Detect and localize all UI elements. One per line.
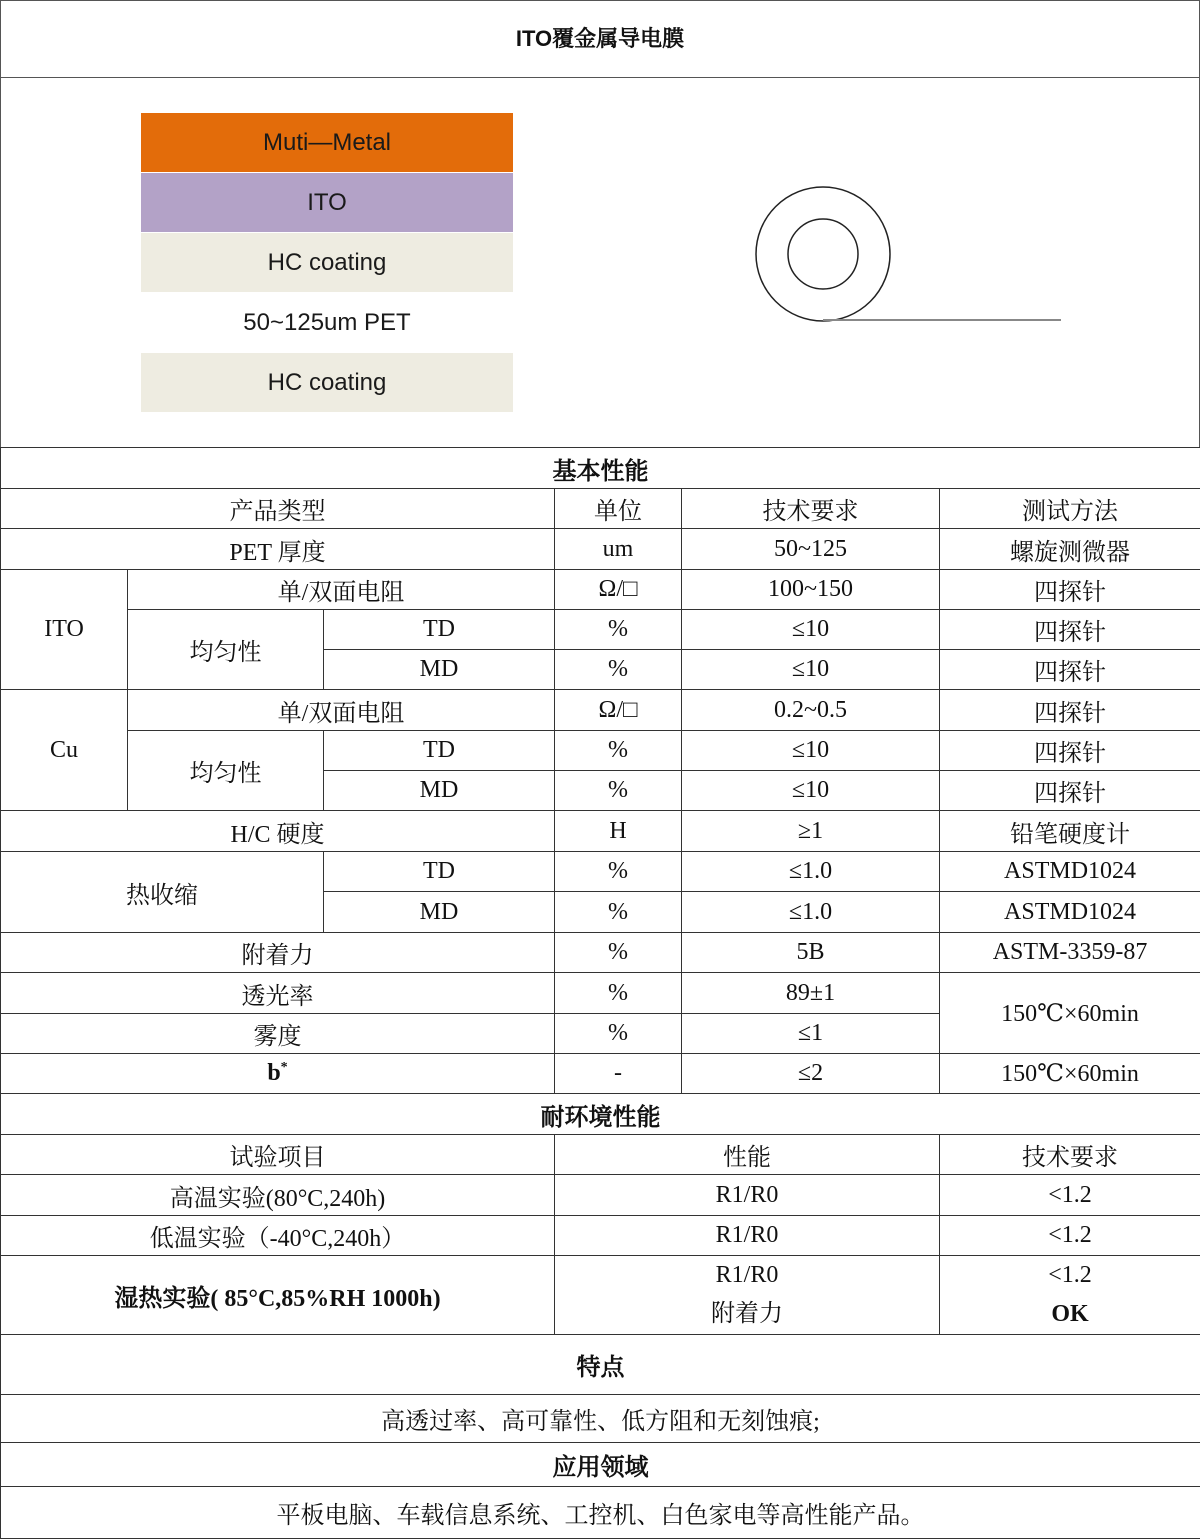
item-name: 均匀性 — [128, 610, 324, 690]
environment-heading: 耐环境性能 — [1, 1094, 1200, 1135]
method-cell: ASTMD1024 — [940, 852, 1200, 892]
layer-hc-coating-top: HC coating — [141, 233, 513, 292]
requirement-cell: ≤1.0 — [682, 852, 940, 892]
item-name: PET 厚度 — [1, 529, 555, 570]
table-row — [1, 690, 1200, 731]
applications-heading: 应用领域 — [1, 1443, 1200, 1487]
requirement-cell: <1.2 — [940, 1175, 1200, 1216]
column-header: 技术要求 — [940, 1135, 1200, 1175]
features-text: 高透过率、高可靠性、低方阻和无刻蚀痕; — [1, 1395, 1200, 1443]
method-cell: 四探针 — [940, 650, 1200, 690]
features-heading: 特点 — [1, 1335, 1200, 1395]
table-row — [1, 1175, 1200, 1216]
unit-cell: H — [555, 811, 682, 852]
method-cell: 150℃×60min — [940, 1054, 1200, 1094]
direction-cell: MD — [324, 892, 555, 933]
requirement-cell — [940, 1256, 1200, 1335]
unit-cell: % — [555, 892, 682, 933]
item-name: H/C 硬度 — [1, 811, 555, 852]
item-name: 单/双面电阻 — [128, 690, 555, 731]
bstar-label: b — [267, 1060, 281, 1086]
performance-cell: R1/R0 — [555, 1175, 940, 1216]
table-row — [1, 933, 1200, 973]
basic-performance-table — [0, 447, 1200, 1094]
layer-muti-metal: Muti—Metal — [141, 113, 513, 172]
table-row — [1, 610, 1200, 650]
direction-cell: TD — [324, 731, 555, 771]
item-name: 附着力 — [1, 933, 555, 973]
requirement-cell: ≤1.0 — [682, 892, 940, 933]
column-header: 单位 — [555, 489, 682, 529]
requirement-line: <1.2 — [1048, 1262, 1092, 1288]
column-header: 测试方法 — [940, 489, 1200, 529]
item-name: 透光率 — [1, 973, 555, 1014]
unit-cell: % — [555, 610, 682, 650]
item-name: 雾度 — [1, 1014, 555, 1054]
requirement-line: OK — [1051, 1301, 1089, 1327]
bstar-superscript: * — [280, 1060, 288, 1075]
requirement-cell: <1.2 — [940, 1216, 1200, 1256]
direction-cell: MD — [324, 650, 555, 690]
unit-cell: % — [555, 973, 682, 1014]
test-item: 高温实验(80°C,240h) — [1, 1175, 555, 1216]
requirement-cell: ≤10 — [682, 650, 940, 690]
method-cell: 四探针 — [940, 731, 1200, 771]
unit-cell: % — [555, 650, 682, 690]
requirement-cell: 100~150 — [682, 570, 940, 610]
page-title: ITO覆金属导电膜 — [0, 0, 1200, 78]
features-table — [0, 1334, 1200, 1539]
table-row — [1, 852, 1200, 892]
column-header: 性能 — [555, 1135, 940, 1175]
film-roll-icon — [741, 177, 1081, 337]
unit-cell: - — [555, 1054, 682, 1094]
item-name: 热收缩 — [1, 852, 324, 933]
unit-cell: % — [555, 1014, 682, 1054]
direction-cell: TD — [324, 610, 555, 650]
requirement-cell: ≤10 — [682, 771, 940, 811]
unit-cell: % — [555, 852, 682, 892]
unit-cell: % — [555, 933, 682, 973]
item-name — [1, 1054, 555, 1094]
layer-pet: 50~125um PET — [141, 293, 513, 352]
table-row — [1, 570, 1200, 610]
unit-cell: Ω/□ — [555, 690, 682, 731]
requirement-cell: 50~125 — [682, 529, 940, 570]
table-row — [1, 1216, 1200, 1256]
item-name: 均匀性 — [128, 731, 324, 811]
performance-cell: R1/R0 — [555, 1216, 940, 1256]
requirement-cell: 89±1 — [682, 973, 940, 1014]
applications-text: 平板电脑、车载信息系统、工控机、白色家电等高性能产品。 — [1, 1487, 1200, 1539]
unit-cell: % — [555, 731, 682, 771]
table-row — [1, 811, 1200, 852]
unit-cell: Ω/□ — [555, 570, 682, 610]
test-item: 低温实验（-40°C,240h） — [1, 1216, 555, 1256]
method-cell: 四探针 — [940, 771, 1200, 811]
performance-line: R1/R0 — [715, 1262, 779, 1288]
requirement-cell: 5B — [682, 933, 940, 973]
table-row — [1, 529, 1200, 570]
column-header: 试验项目 — [1, 1135, 555, 1175]
performance-line: 附着力 — [711, 1301, 783, 1327]
direction-cell: MD — [324, 771, 555, 811]
requirement-cell: ≤10 — [682, 731, 940, 771]
structure-figure — [0, 77, 1200, 447]
table-row — [1, 731, 1200, 771]
method-cell: 150℃×60min — [940, 973, 1200, 1054]
requirement-cell: ≤2 — [682, 1054, 940, 1094]
unit-cell: um — [555, 529, 682, 570]
unit-cell: % — [555, 771, 682, 811]
requirement-cell: ≥1 — [682, 811, 940, 852]
direction-cell: TD — [324, 852, 555, 892]
table-header-row — [1, 489, 1200, 529]
layer-hc-coating-bottom: HC coating — [141, 353, 513, 412]
method-cell: 螺旋测微器 — [940, 529, 1200, 570]
method-cell: ASTMD1024 — [940, 892, 1200, 933]
requirement-cell: 0.2~0.5 — [682, 690, 940, 731]
table-row — [1, 1054, 1200, 1094]
performance-cell — [555, 1256, 940, 1335]
table-row — [1, 973, 1200, 1014]
group-label-cu: Cu — [1, 690, 128, 811]
method-cell: 四探针 — [940, 690, 1200, 731]
item-name: 单/双面电阻 — [128, 570, 555, 610]
column-header: 产品类型 — [1, 489, 555, 529]
method-cell: 四探针 — [940, 610, 1200, 650]
environment-table — [0, 1093, 1200, 1335]
method-cell: ASTM-3359-87 — [940, 933, 1200, 973]
group-label-ito: ITO — [1, 570, 128, 690]
table-row — [1, 1256, 1200, 1335]
column-header: 技术要求 — [682, 489, 940, 529]
table-header-row — [1, 1135, 1200, 1175]
method-cell: 四探针 — [940, 570, 1200, 610]
requirement-cell: ≤1 — [682, 1014, 940, 1054]
basic-heading: 基本性能 — [1, 448, 1200, 489]
method-cell: 铅笔硬度计 — [940, 811, 1200, 852]
test-item: 湿热实验( 85°C,85%RH 1000h) — [1, 1256, 555, 1335]
layer-ito: ITO — [141, 173, 513, 232]
requirement-cell: ≤10 — [682, 610, 940, 650]
